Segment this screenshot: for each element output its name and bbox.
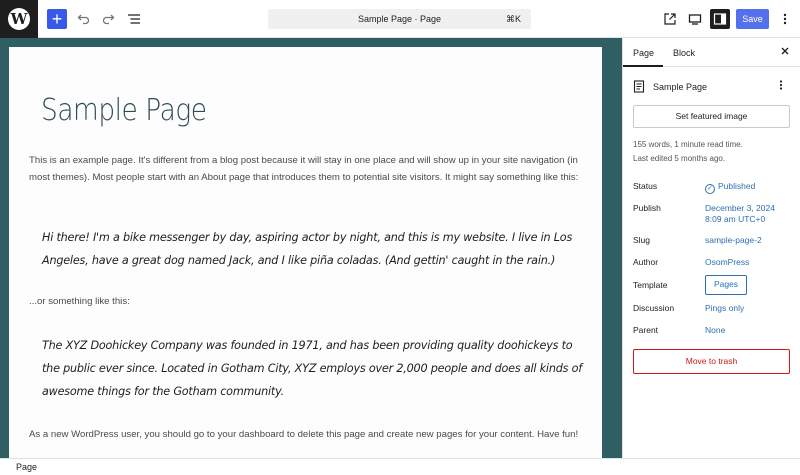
publish-date-line: December 3, 2024 [705, 203, 775, 213]
last-edited: Last edited 5 months ago. [633, 154, 726, 163]
active-tab-indicator [623, 65, 663, 67]
command-shortcut: ⌘K [505, 14, 521, 24]
author-value[interactable]: OsomPress [705, 257, 750, 267]
close-sidebar-button[interactable] [780, 45, 790, 59]
paragraph-block[interactable]: ...or something like this: [29, 296, 130, 307]
document-actions-button[interactable] [779, 79, 783, 94]
more-vertical-icon [779, 79, 783, 91]
set-featured-image-button[interactable]: Set featured image [633, 105, 790, 128]
template-value[interactable]: Pages [705, 275, 747, 295]
check-circle-icon: ✓ [705, 184, 715, 194]
discussion-value[interactable]: Pings only [705, 303, 745, 313]
publish-date[interactable] [705, 203, 775, 225]
paragraph-block[interactable]: This is an example page. It's different from a blog post because it will stay in one place and will show up in your site navigation (in most themes). Most people start with an About page that introduces them to potential site visitors. It might say something like this: [29, 155, 579, 183]
sidebar-tabs [623, 38, 800, 67]
external-link-icon [663, 12, 677, 26]
settings-sidebar [622, 38, 800, 458]
status-footer [0, 458, 800, 475]
redo-icon [101, 12, 115, 26]
author-label: Author [633, 257, 659, 267]
page-title[interactable]: Sample Page [41, 93, 207, 128]
command-palette-button[interactable] [268, 9, 531, 29]
status-text: Published [718, 181, 756, 191]
parent-label: Parent [633, 325, 659, 335]
undo-icon [77, 12, 91, 26]
slug-label: Slug [633, 235, 651, 245]
editor-canvas[interactable] [9, 47, 602, 458]
desktop-icon [688, 12, 702, 26]
word-count: 155 words, 1 minute read time. [633, 140, 743, 149]
status-value[interactable] [705, 181, 755, 194]
publish-label: Publish [633, 203, 661, 213]
more-vertical-icon [783, 12, 787, 26]
top-toolbar [0, 0, 800, 38]
settings-sidebar-toggle[interactable] [710, 9, 730, 29]
sidebar-icon [713, 12, 727, 26]
wordpress-logo-button[interactable] [0, 0, 38, 38]
wordpress-logo-icon: W [8, 8, 30, 30]
publish-time-line: 8:09 am UTC+0 [705, 214, 766, 224]
preview-button[interactable] [685, 9, 705, 29]
add-block-button[interactable]: + [47, 9, 67, 29]
undo-button[interactable] [74, 9, 94, 29]
quote-block[interactable]: Hi there! I'm a bike messenger by day, aspiring actor by night, and this is my website. I live in Los Angeles, have a great dog named Jack, and I like piña coladas. (And gettin' caught in the rain.) [42, 231, 573, 267]
breadcrumb[interactable]: Page [16, 462, 38, 472]
page-icon [633, 80, 645, 93]
tab-page[interactable]: Page [633, 48, 655, 58]
paragraph-block[interactable]: As a new WordPress user, you should go to your dashboard to delete this page and create new pages for your content. Have fun! [29, 429, 579, 440]
document-title: Sample Page [653, 82, 708, 92]
options-button[interactable] [775, 9, 795, 29]
list-view-icon [127, 12, 141, 26]
tab-block[interactable]: Block [673, 48, 696, 58]
discussion-label: Discussion [633, 303, 675, 313]
save-button[interactable]: Save [736, 9, 769, 29]
parent-value[interactable]: None [705, 325, 726, 335]
move-to-trash-button[interactable]: Move to trash [633, 349, 790, 374]
template-label: Template [633, 280, 668, 290]
view-page-button[interactable] [660, 9, 680, 29]
close-icon [780, 46, 790, 56]
document-summary [633, 80, 793, 94]
slug-value[interactable]: sample-page-2 [705, 235, 762, 245]
command-title: Sample Page · Page [357, 14, 442, 24]
quote-block[interactable]: The XYZ Doohickey Company was founded in 1971, and has been providing quality doohickeys to the public ever since. Located in Gotham City, XYZ employs over 2,000 people and does all kinds of awesome things for the Gotham community. [42, 339, 583, 398]
redo-button[interactable] [98, 9, 118, 29]
status-label: Status [633, 181, 658, 191]
document-overview-button[interactable] [124, 9, 144, 29]
